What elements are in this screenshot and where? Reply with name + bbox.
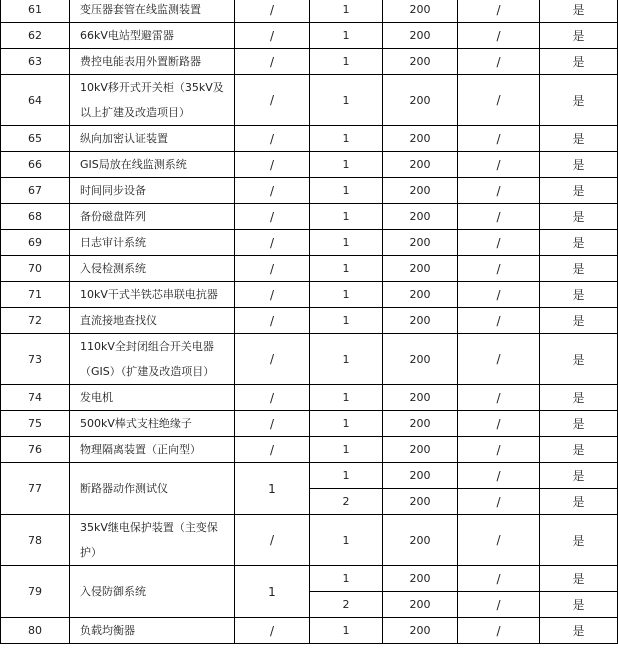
item-name-cell: 物理隔离装置（正向型） — [70, 437, 235, 463]
package-cell: 1 — [310, 385, 383, 411]
item-name-cell: 负载均衡器 — [70, 618, 235, 644]
row-number-cell: 75 — [1, 411, 70, 437]
item-name-line: 10kV移开式开关柜（35kV及 — [80, 81, 224, 94]
item-name-cell: 时间同步设备 — [70, 178, 235, 204]
group-cell: / — [235, 515, 310, 566]
note-cell: / — [458, 334, 540, 385]
flag-cell: 是 — [540, 411, 618, 437]
item-name-cell — [70, 515, 235, 566]
note-cell: / — [458, 0, 540, 23]
package-cell: 1 — [310, 75, 383, 126]
item-name-line: 护） — [80, 546, 102, 559]
quantity-cell: 200 — [383, 515, 458, 566]
package-cell: 1 — [310, 204, 383, 230]
table-row — [1, 282, 618, 308]
item-name-cell: 费控电能表用外置断路器 — [70, 49, 235, 75]
flag-cell: 是 — [540, 308, 618, 334]
table-row — [1, 411, 618, 437]
table-row — [1, 618, 618, 644]
quantity-cell: 200 — [383, 0, 458, 23]
group-cell: / — [235, 204, 310, 230]
flag-cell: 是 — [540, 75, 618, 126]
table-row — [1, 126, 618, 152]
row-number-cell: 62 — [1, 23, 70, 49]
note-cell: / — [458, 411, 540, 437]
item-name-cell: 66kV电站型避雷器 — [70, 23, 235, 49]
group-cell: / — [235, 0, 310, 23]
row-number-cell: 73 — [1, 334, 70, 385]
quantity-cell: 200 — [383, 308, 458, 334]
flag-cell: 是 — [540, 618, 618, 644]
flag-cell: 是 — [540, 0, 618, 23]
table-row — [1, 437, 618, 463]
note-cell: / — [458, 126, 540, 152]
flag-cell: 是 — [540, 178, 618, 204]
flag-cell: 是 — [540, 515, 618, 566]
row-number-cell: 66 — [1, 152, 70, 178]
row-number-cell: 65 — [1, 126, 70, 152]
package-cell: 1 — [310, 282, 383, 308]
item-name-cell: 纵向加密认证装置 — [70, 126, 235, 152]
item-name-cell: 日志审计系统 — [70, 230, 235, 256]
note-cell: / — [458, 152, 540, 178]
table-row — [1, 204, 618, 230]
row-number-cell: 71 — [1, 282, 70, 308]
quantity-cell: 200 — [383, 566, 458, 592]
flag-cell: 是 — [540, 204, 618, 230]
item-name-line: 35kV继电保护装置（主变保 — [80, 521, 218, 534]
row-number-cell: 70 — [1, 256, 70, 282]
note-cell: / — [458, 204, 540, 230]
package-cell: 1 — [310, 23, 383, 49]
flag-cell: 是 — [540, 489, 618, 515]
package-cell: 1 — [310, 515, 383, 566]
table-row — [1, 0, 618, 23]
item-name-cell: 备份磁盘阵列 — [70, 204, 235, 230]
item-name-cell: 500kV棒式支柱绝缘子 — [70, 411, 235, 437]
group-cell: / — [235, 334, 310, 385]
group-cell: / — [235, 308, 310, 334]
flag-cell: 是 — [540, 463, 618, 489]
group-cell: / — [235, 152, 310, 178]
note-cell: / — [458, 230, 540, 256]
flag-cell: 是 — [540, 334, 618, 385]
quantity-cell: 200 — [383, 49, 458, 75]
table-body — [1, 0, 618, 644]
item-name-cell: GIS局放在线监测系统 — [70, 152, 235, 178]
package-cell: 1 — [310, 49, 383, 75]
table-row — [1, 230, 618, 256]
package-cell: 1 — [310, 308, 383, 334]
row-number-cell: 68 — [1, 204, 70, 230]
quantity-cell: 200 — [383, 204, 458, 230]
item-name-cell: 断路器动作测试仪 — [70, 463, 235, 515]
table-row — [1, 566, 618, 592]
flag-cell: 是 — [540, 126, 618, 152]
row-number-cell: 69 — [1, 230, 70, 256]
table-row — [1, 152, 618, 178]
note-cell: / — [458, 178, 540, 204]
item-name-cell: 直流接地查找仪 — [70, 308, 235, 334]
table-row — [1, 308, 618, 334]
group-cell: / — [235, 618, 310, 644]
quantity-cell: 200 — [383, 152, 458, 178]
group-cell: / — [235, 49, 310, 75]
package-cell: 1 — [310, 152, 383, 178]
row-number-cell: 77 — [1, 463, 70, 515]
flag-cell: 是 — [540, 152, 618, 178]
table-row — [1, 178, 618, 204]
note-cell: / — [458, 463, 540, 489]
flag-cell: 是 — [540, 566, 618, 592]
quantity-cell: 200 — [383, 437, 458, 463]
note-cell: / — [458, 437, 540, 463]
item-name-cell — [70, 75, 235, 126]
note-cell: / — [458, 282, 540, 308]
note-cell: / — [458, 618, 540, 644]
package-cell: 1 — [310, 437, 383, 463]
quantity-cell: 200 — [383, 463, 458, 489]
item-name-cell: 10kV干式半铁芯串联电抗器 — [70, 282, 235, 308]
row-number-cell: 76 — [1, 437, 70, 463]
row-number-cell: 64 — [1, 75, 70, 126]
package-cell: 1 — [310, 334, 383, 385]
row-number-cell: 61 — [1, 0, 70, 23]
item-name-cell — [70, 334, 235, 385]
note-cell: / — [458, 308, 540, 334]
flag-cell: 是 — [540, 49, 618, 75]
package-cell: 2 — [310, 489, 383, 515]
group-cell: / — [235, 178, 310, 204]
row-number-cell: 79 — [1, 566, 70, 618]
flag-cell: 是 — [540, 282, 618, 308]
table-row — [1, 49, 618, 75]
quantity-cell: 200 — [383, 230, 458, 256]
quantity-cell: 200 — [383, 334, 458, 385]
table-row — [1, 75, 618, 126]
row-number-cell: 72 — [1, 308, 70, 334]
group-cell: / — [235, 437, 310, 463]
item-name-line: 110kV全封闭组合开关电器 — [80, 340, 214, 353]
quantity-cell: 200 — [383, 282, 458, 308]
table-row — [1, 334, 618, 385]
package-cell: 1 — [310, 178, 383, 204]
package-cell: 1 — [310, 230, 383, 256]
note-cell: / — [458, 256, 540, 282]
table-row — [1, 463, 618, 489]
quantity-cell: 200 — [383, 618, 458, 644]
package-cell: 1 — [310, 463, 383, 489]
flag-cell: 是 — [540, 385, 618, 411]
flag-cell: 是 — [540, 592, 618, 618]
package-cell: 1 — [310, 566, 383, 592]
package-cell: 1 — [310, 256, 383, 282]
package-cell: 1 — [310, 618, 383, 644]
group-cell: / — [235, 23, 310, 49]
quantity-cell: 200 — [383, 126, 458, 152]
note-cell: / — [458, 566, 540, 592]
note-cell: / — [458, 75, 540, 126]
table-row — [1, 515, 618, 566]
row-number-cell: 63 — [1, 49, 70, 75]
item-name-cell: 发电机 — [70, 385, 235, 411]
group-cell: / — [235, 282, 310, 308]
note-cell: / — [458, 385, 540, 411]
item-name-cell: 变压器套管在线监测装置 — [70, 0, 235, 23]
package-cell: 1 — [310, 0, 383, 23]
group-cell: / — [235, 411, 310, 437]
item-name-cell: 入侵检测系统 — [70, 256, 235, 282]
quantity-cell: 200 — [383, 23, 458, 49]
row-number-cell: 78 — [1, 515, 70, 566]
package-cell: 1 — [310, 411, 383, 437]
flag-cell: 是 — [540, 230, 618, 256]
group-cell: / — [235, 230, 310, 256]
group-cell: / — [235, 126, 310, 152]
item-name-line: 以上扩建及改造项目） — [80, 106, 190, 119]
quantity-cell: 200 — [383, 256, 458, 282]
quantity-cell: 200 — [383, 592, 458, 618]
quantity-cell: 200 — [383, 75, 458, 126]
row-number-cell: 74 — [1, 385, 70, 411]
item-name-line: （GIS）（扩建及改造项目） — [80, 365, 215, 378]
package-cell: 2 — [310, 592, 383, 618]
note-cell: / — [458, 49, 540, 75]
group-cell: 1 — [235, 463, 310, 515]
item-name-cell: 入侵防御系统 — [70, 566, 235, 618]
group-cell: / — [235, 75, 310, 126]
group-cell: / — [235, 385, 310, 411]
group-cell: / — [235, 256, 310, 282]
table-row — [1, 256, 618, 282]
group-cell: 1 — [235, 566, 310, 618]
note-cell: / — [458, 515, 540, 566]
note-cell: / — [458, 23, 540, 49]
package-cell: 1 — [310, 126, 383, 152]
flag-cell: 是 — [540, 23, 618, 49]
flag-cell: 是 — [540, 437, 618, 463]
quantity-cell: 200 — [383, 411, 458, 437]
note-cell: / — [458, 489, 540, 515]
table-row — [1, 23, 618, 49]
quantity-cell: 200 — [383, 489, 458, 515]
quantity-cell: 200 — [383, 385, 458, 411]
flag-cell: 是 — [540, 256, 618, 282]
row-number-cell: 67 — [1, 178, 70, 204]
note-cell: / — [458, 592, 540, 618]
row-number-cell: 80 — [1, 618, 70, 644]
table-row — [1, 385, 618, 411]
quantity-cell: 200 — [383, 178, 458, 204]
